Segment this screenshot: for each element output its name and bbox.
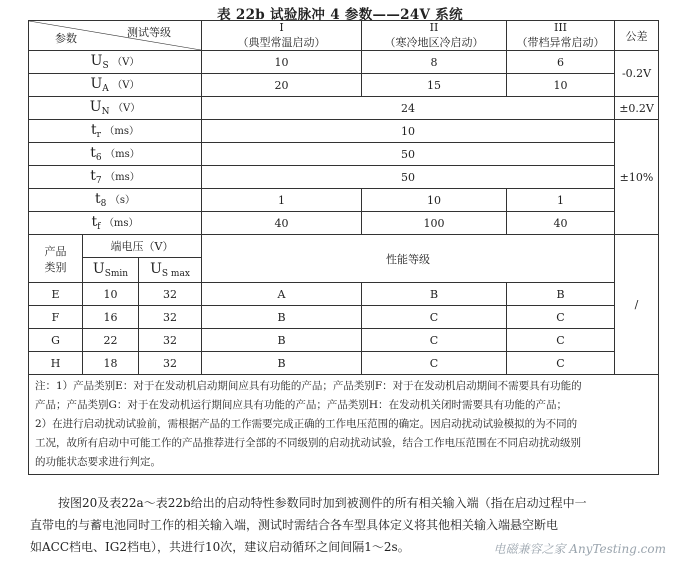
performance-level-header: 性能等级 bbox=[202, 235, 615, 283]
value-cell: 15 bbox=[362, 74, 507, 97]
value-cell: 6 bbox=[507, 51, 615, 74]
note-line: 注：1）产品类别E：对于在发动机启动期间应具有功能的产品；产品类别F：对于在发动机启动期间不需要具有功能的 bbox=[35, 380, 582, 392]
value-cell: 1 bbox=[507, 189, 615, 212]
usmin-value: 16 bbox=[83, 306, 139, 329]
perf-level-2: B bbox=[362, 283, 507, 306]
perf-level-1: A bbox=[202, 283, 362, 306]
perf-level-3: C bbox=[507, 329, 615, 352]
note-line: 的功能状态要求进行判定。 bbox=[35, 456, 161, 468]
param-t8: $t_8$ （s） bbox=[29, 189, 202, 212]
product-row bbox=[29, 329, 659, 352]
usmax-header: $U_{S max}$ bbox=[139, 258, 202, 283]
paragraph-line: 如ACC档电、IG2档电），共进行10次，建议启动循环之间间隔1～2s。 bbox=[30, 540, 410, 554]
terminal-voltage-header: 端电压（V） bbox=[83, 235, 202, 258]
parameter-label: 参数 bbox=[55, 32, 77, 45]
row-tr bbox=[29, 120, 659, 143]
value-cell: 24 bbox=[202, 97, 615, 120]
note-line: 产品；产品类别G：对于在发动机运行期间应具有功能的产品；产品类别H：在发动机关闭时需要具有功能的产品； bbox=[35, 399, 568, 411]
usmin-value: 22 bbox=[83, 329, 139, 352]
usmax-value: 32 bbox=[139, 283, 202, 306]
tolerance-header: 公差 bbox=[615, 21, 659, 51]
product-row bbox=[29, 283, 659, 306]
param-ua: $U_A$ （V） bbox=[29, 74, 202, 97]
value-cell: 100 bbox=[362, 212, 507, 235]
product-row bbox=[29, 352, 659, 375]
tolerance-time: ±10% bbox=[615, 120, 659, 235]
perf-level-2: C bbox=[362, 306, 507, 329]
value-cell: 40 bbox=[202, 212, 362, 235]
perf-level-1: B bbox=[202, 329, 362, 352]
tolerance-us-ua: -0.2V bbox=[615, 51, 659, 97]
value-cell: 50 bbox=[202, 143, 615, 166]
value-cell: 10 bbox=[362, 189, 507, 212]
level-3-header: III （带档异常启动） bbox=[507, 21, 615, 51]
row-t7 bbox=[29, 166, 659, 189]
perf-level-1: B bbox=[202, 306, 362, 329]
perf-level-2: C bbox=[362, 352, 507, 375]
usmax-value: 32 bbox=[139, 329, 202, 352]
perf-level-1: B bbox=[202, 352, 362, 375]
value-cell: 10 bbox=[507, 74, 615, 97]
row-un bbox=[29, 97, 659, 120]
value-cell: 40 bbox=[507, 212, 615, 235]
product-cat: H bbox=[29, 352, 83, 375]
product-header-row-1 bbox=[29, 235, 659, 258]
paragraph-line: 直带电的与蓄电池同时工作的相关输入端，测试时需结合各车型具体定义将其他相关输入端悬空断电 bbox=[30, 518, 559, 532]
param-tr: $t_r$ （ms） bbox=[29, 120, 202, 143]
row-tf bbox=[29, 212, 659, 235]
perf-level-2: C bbox=[362, 329, 507, 352]
row-ua bbox=[29, 74, 659, 97]
level-1-header: I （典型常温启动） bbox=[202, 21, 362, 51]
tolerance-un: ±0.2V bbox=[615, 97, 659, 120]
test-pulse-4-parameter-table bbox=[28, 20, 659, 475]
product-cat: E bbox=[29, 283, 83, 306]
tolerance-product: / bbox=[615, 235, 659, 375]
param-t7: $t_7$ （ms） bbox=[29, 166, 202, 189]
usmin-header: $U_{Smin}$ bbox=[83, 258, 139, 283]
paragraph-line: 按图20及表22a～表22b给出的启动特性参数同时加到被测件的所有相关输入端（指在启动过程中一 bbox=[58, 496, 587, 510]
value-cell: 20 bbox=[202, 74, 362, 97]
value-cell: 50 bbox=[202, 166, 615, 189]
test-level-label: 测试等级 bbox=[127, 26, 172, 39]
header-row bbox=[29, 21, 659, 51]
value-cell: 10 bbox=[202, 51, 362, 74]
usmin-value: 18 bbox=[83, 352, 139, 375]
perf-level-3: C bbox=[507, 352, 615, 375]
row-t8 bbox=[29, 189, 659, 212]
product-cat: F bbox=[29, 306, 83, 329]
usmax-value: 32 bbox=[139, 352, 202, 375]
param-un: $U_N$ （V） bbox=[29, 97, 202, 120]
usmin-value: 10 bbox=[83, 283, 139, 306]
param-t6: $t_6$ （ms） bbox=[29, 143, 202, 166]
perf-level-3: C bbox=[507, 306, 615, 329]
note-line: 工况，故所有启动中可能工作的产品推荐进行全部的不同级别的启动扰动试验，结合工作电压范围在不同启动扰动级别 bbox=[35, 437, 581, 449]
value-cell: 1 bbox=[202, 189, 362, 212]
row-us bbox=[29, 51, 659, 74]
param-us: $U_S$ （V） bbox=[29, 51, 202, 74]
product-row bbox=[29, 306, 659, 329]
note-line: 2）在进行启动扰动试验前，需根据产品的工作需要完成正确的工作电压范围的确定。因启动扰动试验模拟的为不同的 bbox=[35, 418, 578, 430]
product-cat: G bbox=[29, 329, 83, 352]
diagonal-header-cell bbox=[29, 21, 202, 51]
row-t6 bbox=[29, 143, 659, 166]
watermark: 电磁兼容之家 AnyTesting.com bbox=[493, 542, 666, 556]
param-tf: $t_f$ （ms） bbox=[29, 212, 202, 235]
table-notes bbox=[29, 375, 659, 475]
notes-row bbox=[29, 375, 659, 475]
table-title: 表 22b 试验脉冲 4 参数——24V 系统 bbox=[217, 7, 463, 23]
usmax-value: 32 bbox=[139, 306, 202, 329]
level-2-header: II （寒冷地区冷启动） bbox=[362, 21, 507, 51]
value-cell: 10 bbox=[202, 120, 615, 143]
perf-level-3: B bbox=[507, 283, 615, 306]
value-cell: 8 bbox=[362, 51, 507, 74]
product-category-header: 产品 类别 bbox=[29, 235, 83, 283]
